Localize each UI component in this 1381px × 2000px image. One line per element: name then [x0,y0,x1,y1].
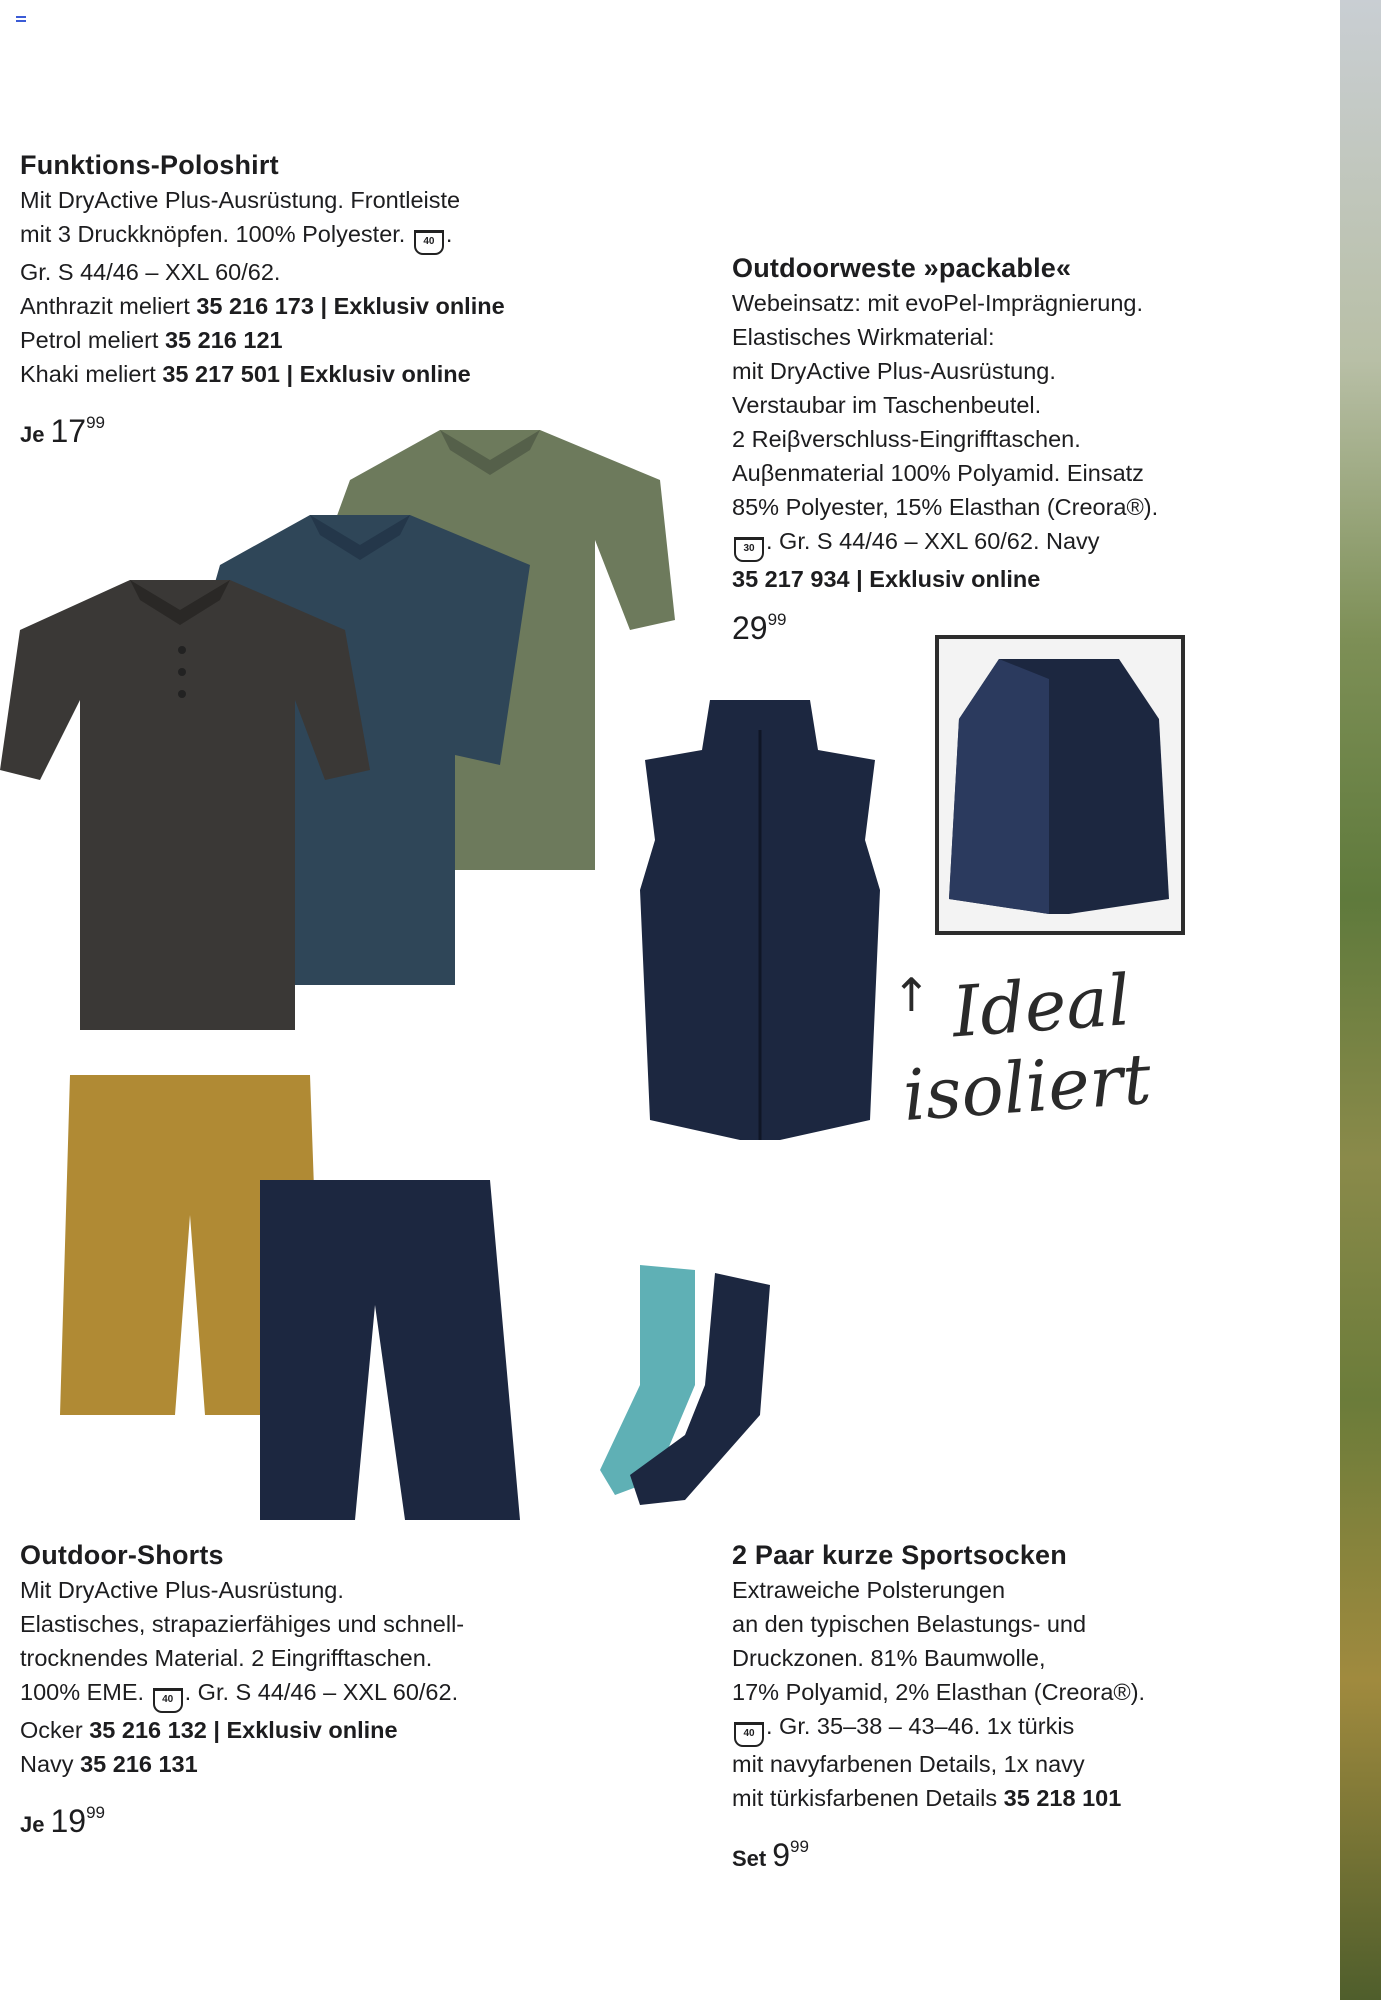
vest-image [640,690,880,1150]
vest-line4: Verstaubar im Taschenbeutel. [732,392,1042,418]
socks-line1: Extraweiche Polsterungen [732,1577,1006,1603]
wash-30-icon: 30 [734,537,764,562]
vest-article: 35 217 934 | Exklusiv online [732,566,1041,592]
wash-40-icon: 40 [414,230,444,255]
polo-description [20,147,505,455]
vest-line3: mit DryActive Plus-Ausrüstung. [732,358,1056,384]
landscape-photo-strip [1340,0,1381,2000]
shorts-line3: trocknendes Material. 2 Eingrifftaschen. [20,1645,433,1671]
socks-line7: mit türkisfarbenen Details 35 218 101 [732,1785,1122,1811]
vest-line6: Auβenmaterial 100% Polyamid. Einsatz [732,460,1144,486]
socks-line2: an den typischen Belastungs- und [732,1611,1087,1637]
polo-title: Funktions-Poloshirt [20,150,279,180]
polo-sizes: Gr. S 44/46 – XXL 60/62. [20,259,281,285]
socks-image [595,1265,835,1515]
shorts-line2: Elastisches, strapazierfähiges und schnell- [20,1611,465,1637]
wash-40-icon: 40 [153,1688,183,1713]
arrow-up-icon: ↑ [892,968,931,1022]
vest-inner-detail-image [935,635,1185,935]
polo-variant-khaki: Khaki meliert 35 217 501 | Exklusiv online [20,361,471,387]
vest-line7: 85% Polyester, 15% Elasthan (Creora®). [732,494,1159,520]
socks-description [732,1537,1145,1879]
handwriting-line1: Ideal [949,959,1133,1054]
polo-variant-anthrazit: Anthrazit meliert 35 216 173 | Exklusiv online [20,293,505,319]
socks-line6: mit navyfarbenen Details, 1x navy [732,1751,1085,1777]
polo-price: Je $17^{99}$ [20,413,105,449]
polo-line1: Mit DryActive Plus-Ausrüstung. Frontleiste [20,187,461,213]
shorts-description [20,1537,464,1845]
vest-price: $29^{99}$ [732,610,787,646]
vest-description [732,250,1158,651]
vest-line5: 2 Reiβverschluss-Eingrifftaschen. [732,426,1081,452]
wash-40-icon: 40 [734,1722,764,1747]
shorts-line4: 100% EME. 40 . Gr. S 44/46 – XXL 60/62. [20,1675,464,1713]
polo-line2: mit 3 Druckknöpfen. 100% Polyester. 40 . [20,217,505,255]
socks-title: 2 Paar kurze Sportsocken [732,1540,1067,1570]
polo-shirts-image [0,420,680,1040]
menu-icon[interactable] [16,16,26,24]
socks-line3: Druckzonen. 81% Baumwolle, [732,1645,1046,1671]
socks-line4: 17% Polyamid, 2% Elasthan (Creora®). [732,1679,1146,1705]
socks-line5: 40 . Gr. 35–38 – 43–46. 1x türkis [732,1709,1145,1747]
handwriting-line2: isoliert [900,1037,1154,1137]
shorts-variant-ocker: Ocker 35 216 132 | Exklusiv online [20,1717,398,1743]
socks-price: Set $9^{99}$ [732,1837,809,1873]
vest-line8: 30 . Gr. S 44/46 – XXL 60/62. Navy [732,524,1158,562]
shorts-price: Je $19^{99}$ [20,1803,105,1839]
shorts-variant-navy: Navy 35 216 131 [20,1751,198,1777]
polo-variant-petrol: Petrol meliert 35 216 121 [20,327,283,353]
shorts-title: Outdoor-Shorts [20,1540,224,1570]
vest-line1: Webeinsatz: mit evoPel-Imprägnierung. [732,290,1144,316]
shorts-image [60,1075,530,1525]
handwriting-callout [895,954,1225,1136]
vest-title: Outdoorweste »packable« [732,253,1072,283]
shorts-line1: Mit DryActive Plus-Ausrüstung. [20,1577,344,1603]
vest-line2: Elastisches Wirkmaterial: [732,324,995,350]
